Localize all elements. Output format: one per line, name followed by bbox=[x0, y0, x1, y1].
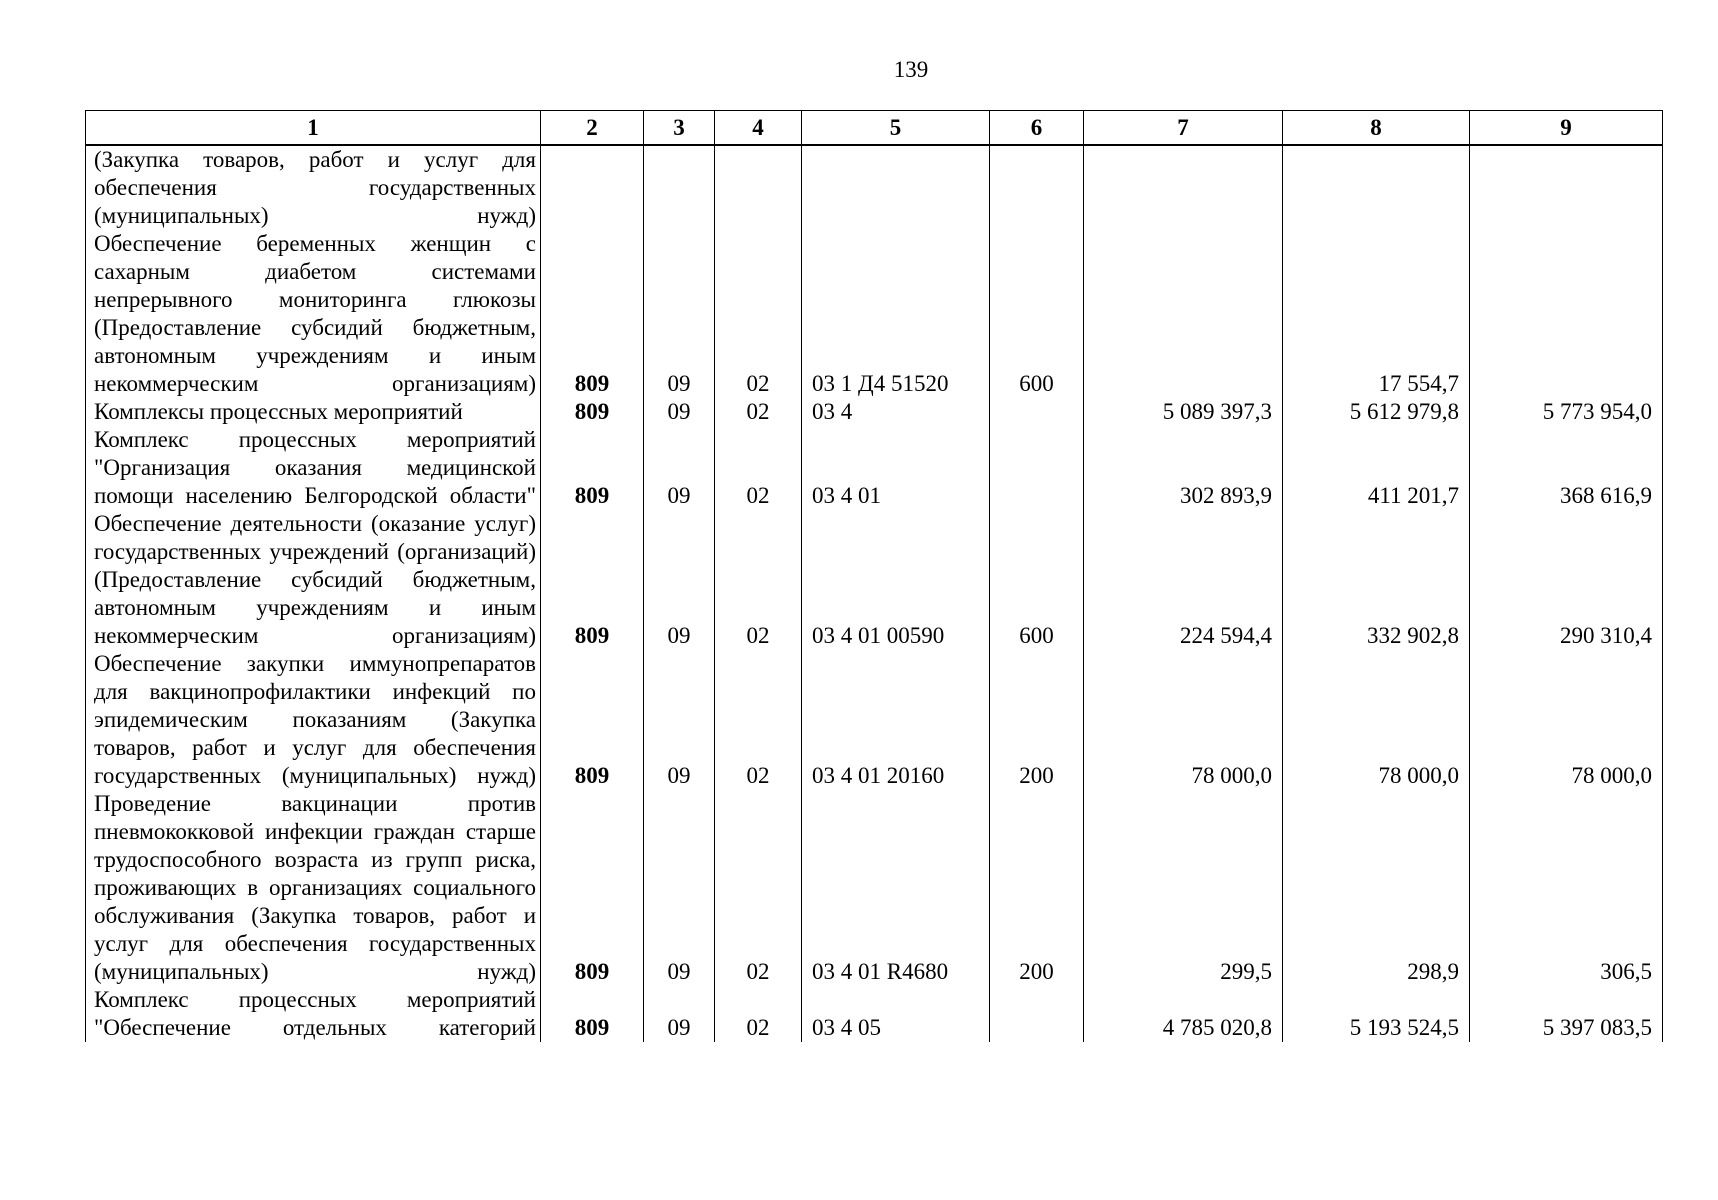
row-target-article: 03 4 01 00590 bbox=[802, 510, 990, 650]
row-subsection-code: 02 bbox=[715, 986, 802, 1042]
row-name: (Закупка товаров, работ и услуг для обеспечения государственных (муниципальных) нужд) bbox=[86, 145, 541, 230]
row-ministry-code: 809 bbox=[541, 398, 644, 426]
table-row bbox=[86, 650, 1663, 790]
row-amount-7: 302 893,9 bbox=[1084, 426, 1283, 510]
row-subsection-code: 02 bbox=[715, 650, 802, 790]
row-target-article: 03 4 05 bbox=[802, 986, 990, 1042]
row-ministry-code bbox=[541, 145, 644, 230]
row-amount-9: 306,5 bbox=[1470, 790, 1663, 986]
row-name: Обеспечение деятельности (оказание услуг) государственных учреждений (организаций) (Предоставление субсидий бюджетным, автономным учреждениям и иным некоммерческим организациям) bbox=[86, 510, 541, 650]
row-subsection-code bbox=[715, 145, 802, 230]
row-amount-8: 78 000,0 bbox=[1283, 650, 1470, 790]
budget-table bbox=[85, 110, 1663, 1042]
row-name: Комплекс процессных мероприятий "Обеспечение отдельных категорий bbox=[86, 986, 541, 1042]
table-row bbox=[86, 510, 1663, 650]
table-row bbox=[86, 145, 1663, 230]
row-amount-7: 5 089 397,3 bbox=[1084, 398, 1283, 426]
header-col-8: 8 bbox=[1283, 111, 1470, 146]
row-ministry-code: 809 bbox=[541, 510, 644, 650]
row-subsection-code: 02 bbox=[715, 426, 802, 510]
row-expense-type bbox=[990, 426, 1084, 510]
row-name: Комплекс процессных мероприятий "Организация оказания медицинской помощи населению Белгородской области" bbox=[86, 426, 541, 510]
row-amount-8 bbox=[1283, 145, 1470, 230]
row-amount-8: 298,9 bbox=[1283, 790, 1470, 986]
row-section-code: 09 bbox=[644, 230, 715, 398]
row-expense-type bbox=[990, 986, 1084, 1042]
table-row bbox=[86, 230, 1663, 398]
row-target-article: 03 4 01 bbox=[802, 426, 990, 510]
row-subsection-code: 02 bbox=[715, 398, 802, 426]
row-ministry-code: 809 bbox=[541, 986, 644, 1042]
row-section-code: 09 bbox=[644, 510, 715, 650]
row-section-code: 09 bbox=[644, 650, 715, 790]
header-col-4: 4 bbox=[715, 111, 802, 146]
header-col-6: 6 bbox=[990, 111, 1084, 146]
row-section-code: 09 bbox=[644, 398, 715, 426]
row-expense-type bbox=[990, 398, 1084, 426]
row-amount-8: 17 554,7 bbox=[1283, 230, 1470, 398]
row-target-article: 03 4 bbox=[802, 398, 990, 426]
page-number: 139 bbox=[893, 57, 929, 82]
row-amount-9: 5 397 083,5 bbox=[1470, 986, 1663, 1042]
row-amount-9: 368 616,9 bbox=[1470, 426, 1663, 510]
row-amount-7 bbox=[1084, 145, 1283, 230]
row-target-article: 03 1 Д4 51520 bbox=[802, 230, 990, 398]
row-section-code bbox=[644, 145, 715, 230]
header-col-2: 2 bbox=[541, 111, 644, 146]
row-expense-type: 600 bbox=[990, 510, 1084, 650]
row-amount-9 bbox=[1470, 145, 1663, 230]
row-subsection-code: 02 bbox=[715, 230, 802, 398]
table-row bbox=[86, 398, 1663, 426]
row-subsection-code: 02 bbox=[715, 510, 802, 650]
row-amount-7: 78 000,0 bbox=[1084, 650, 1283, 790]
row-section-code: 09 bbox=[644, 790, 715, 986]
row-section-code: 09 bbox=[644, 426, 715, 510]
row-amount-8: 5 193 524,5 bbox=[1283, 986, 1470, 1042]
row-ministry-code: 809 bbox=[541, 230, 644, 398]
row-ministry-code: 809 bbox=[541, 426, 644, 510]
row-amount-9 bbox=[1470, 230, 1663, 398]
header-col-1: 1 bbox=[86, 111, 541, 146]
row-name: Обеспечение закупки иммунопрепаратов для вакцинопрофилактики инфекций по эпидемическим показаниям (Закупка товаров, работ и услуг для обеспечения государственных (муниципальных) нужд) bbox=[86, 650, 541, 790]
row-amount-9: 5 773 954,0 bbox=[1470, 398, 1663, 426]
row-name: Обеспечение беременных женщин с сахарным диабетом системами непрерывного мониторинга глюкозы (Предоставление субсидий бюджетным, автономным учреждениям и иным некоммерческим организациям) bbox=[86, 230, 541, 398]
row-amount-7: 299,5 bbox=[1084, 790, 1283, 986]
row-expense-type bbox=[990, 145, 1084, 230]
table-row bbox=[86, 986, 1663, 1042]
row-expense-type: 600 bbox=[990, 230, 1084, 398]
row-amount-7: 4 785 020,8 bbox=[1084, 986, 1283, 1042]
row-expense-type: 200 bbox=[990, 650, 1084, 790]
row-expense-type: 200 bbox=[990, 790, 1084, 986]
row-ministry-code: 809 bbox=[541, 790, 644, 986]
row-section-code: 09 bbox=[644, 986, 715, 1042]
row-amount-8: 411 201,7 bbox=[1283, 426, 1470, 510]
row-name: Комплексы процессных мероприятий bbox=[86, 398, 541, 426]
row-amount-8: 5 612 979,8 bbox=[1283, 398, 1470, 426]
header-col-7: 7 bbox=[1084, 111, 1283, 146]
row-target-article: 03 4 01 R4680 bbox=[802, 790, 990, 986]
row-amount-7: 224 594,4 bbox=[1084, 510, 1283, 650]
header-col-3: 3 bbox=[644, 111, 715, 146]
row-amount-9: 290 310,4 bbox=[1470, 510, 1663, 650]
page-top-edge bbox=[0, 0, 1718, 4]
row-amount-9: 78 000,0 bbox=[1470, 650, 1663, 790]
row-amount-8: 332 902,8 bbox=[1283, 510, 1470, 650]
row-target-article: 03 4 01 20160 bbox=[802, 650, 990, 790]
header-col-9: 9 bbox=[1470, 111, 1663, 146]
table-row bbox=[86, 426, 1663, 510]
row-ministry-code: 809 bbox=[541, 650, 644, 790]
row-amount-7 bbox=[1084, 230, 1283, 398]
header-row bbox=[86, 111, 1663, 146]
row-target-article bbox=[802, 145, 990, 230]
row-subsection-code: 02 bbox=[715, 790, 802, 986]
header-col-5: 5 bbox=[802, 111, 990, 146]
budget-table-container bbox=[85, 110, 1662, 1042]
table-row bbox=[86, 790, 1663, 986]
row-name: Проведение вакцинации против пневмококковой инфекции граждан старше трудоспособного возраста из групп риска, проживающих в организациях социального обслуживания (Закупка товаров, работ и услуг для обеспечения государственных (муниципальных) нужд) bbox=[86, 790, 541, 986]
